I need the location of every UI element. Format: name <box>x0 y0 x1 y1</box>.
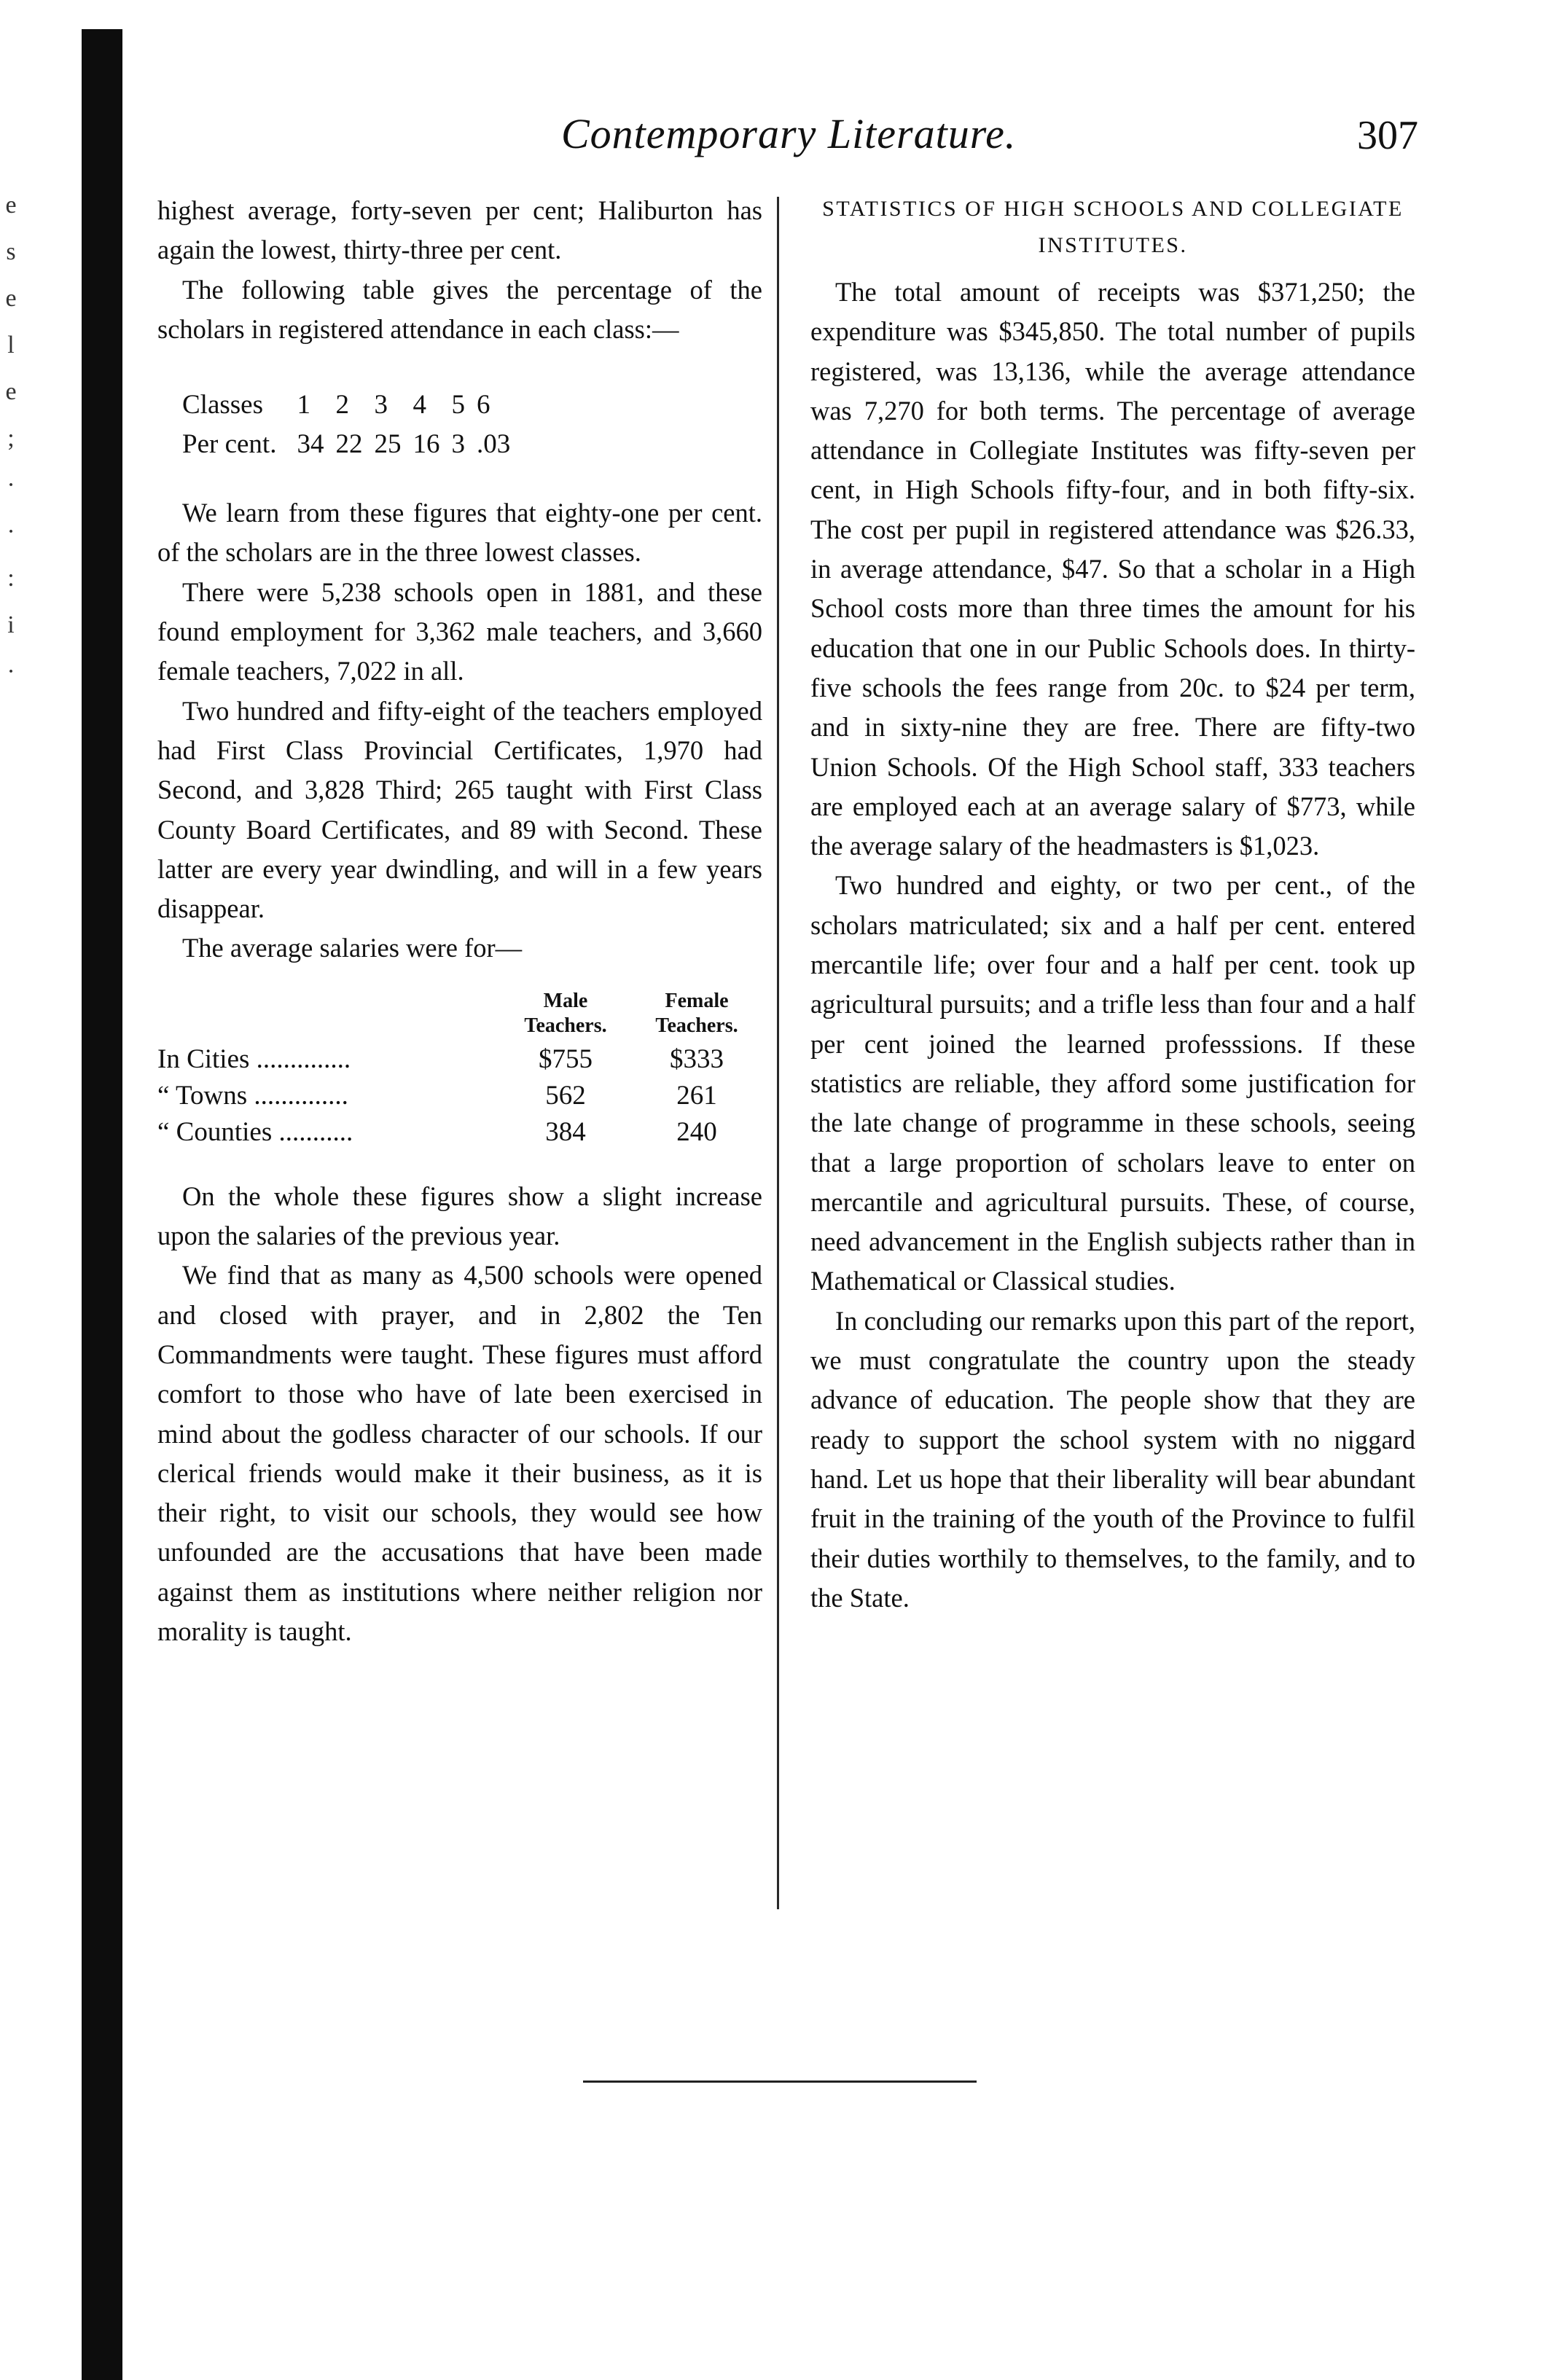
table-row <box>157 1078 762 1114</box>
margin-mark: i <box>7 611 15 638</box>
table-cell: 22 <box>335 429 363 460</box>
row-label: “ Towns .............. <box>157 1080 348 1111</box>
margin-mark: : <box>7 565 15 592</box>
table-row <box>182 425 522 464</box>
paragraph: Two hundred and fifty-eight of the teachers employed had First Class Provincial Certificates, 1,970 had Second, and 3,828 Third; 265 taught with First Class County Board Certificates, and 89 with Second. These latter are every year dwindling, and will in a few years disappear. <box>157 695 762 924</box>
table-cell: 34 <box>297 429 324 460</box>
table-cell: 3 <box>374 390 388 420</box>
section-heading: STATISTICS OF HIGH SCHOOLS AND COLLEGIATE INSTITUTES. <box>822 197 1404 257</box>
table-cell: 4 <box>413 390 426 420</box>
table-cell: 5 <box>451 390 465 420</box>
paragraph: The average salaries were for— <box>182 933 523 963</box>
paragraph: We learn from these figures that eighty-one per cent. of the scholars are in the three lowest classes. <box>157 498 762 568</box>
table-row <box>157 1114 762 1151</box>
row-label: “ Counties ........... <box>157 1116 353 1147</box>
table-row <box>157 1041 762 1078</box>
table-cell: 240 <box>676 1116 717 1147</box>
margin-mark: ; <box>7 425 15 452</box>
margin-mark: e <box>5 378 17 405</box>
margin-mark: s <box>6 238 16 265</box>
table-header-empty <box>157 989 500 1041</box>
paragraph: The following table gives the percentage of the scholars in registered attendance in each class:— <box>157 274 762 344</box>
paragraph: highest average, forty-seven per cent; Haliburton has again the lowest, thirty-three per cent. <box>157 195 762 265</box>
binding-edge <box>82 29 122 2380</box>
left-column <box>157 191 762 1651</box>
table-cell: 3 <box>451 429 465 460</box>
margin-mark: · <box>7 471 15 498</box>
table-cell: 6 <box>476 390 490 420</box>
table-cell: 16 <box>413 429 440 460</box>
paragraph: Two hundred and eighty, or two per cent., of the scholars matriculated; six and a half per cent. entered mercantile life; over four and a half per cent. took up agricultural pursuits; and a trifle less than four and a half per cent joined the learned professsions. If these statistics are reliable, they afford some justification for the late change of programme in these schools, seeing that a large proportion of scholars leave to enter on mercantile and agricultural pursuits. These, of course, need advancement in the English subjects rather than in Mathematical or Classical studies. <box>810 870 1415 1296</box>
table-cell: 1 <box>297 390 310 420</box>
row-label: Classes <box>182 390 263 420</box>
table-header-row <box>157 989 762 1041</box>
table-row <box>182 385 522 425</box>
end-rule <box>583 2080 977 2083</box>
right-column <box>810 191 1415 1618</box>
table-cell: 2 <box>335 390 349 420</box>
paragraph: On the whole these figures show a slight increase upon the salaries of the previous year. <box>157 1181 762 1251</box>
margin-mark: e <box>5 285 17 312</box>
salary-table <box>157 989 762 1151</box>
table-cell: $333 <box>670 1044 724 1074</box>
table-cell: $755 <box>539 1044 593 1074</box>
column-header-female: Female Teachers. <box>655 989 738 1037</box>
column-divider <box>777 197 779 1909</box>
table-cell: 25 <box>374 429 402 460</box>
row-label: Per cent. <box>182 429 277 460</box>
margin-marks <box>0 182 22 695</box>
table-cell: 384 <box>545 1116 586 1147</box>
page-header <box>0 109 1556 168</box>
margin-mark: e <box>5 192 17 219</box>
paragraph: We find that as many as 4,500 schools were opened and closed with prayer, and in 2,802 the Ten Commandments were taught. These figures must afford comfort to those who have of late been exercised in mind about the godless character of our schools. If our clerical friends would make it their business, as it is their right, to visit our schools, they would see how unfounded are the accusations that have been made against them as institutions where neither religion nor morality is taught. <box>157 1260 762 1647</box>
paragraph: There were 5,238 schools open in 1881, and these found employment for 3,362 male teachers, and 3,660 female teachers, 7,022 in all. <box>157 576 762 686</box>
margin-mark: · <box>7 658 15 685</box>
row-label: In Cities .............. <box>157 1044 351 1074</box>
running-title: Contemporary Literature. <box>561 110 1017 157</box>
table-cell: .03 <box>476 429 511 460</box>
margin-mark: l <box>7 332 15 359</box>
margin-mark: · <box>7 518 15 545</box>
paragraph: In concluding our remarks upon this part of the report, we must congratulate the country upon the steady advance of education. The people show that they are ready to support the school system with no niggard hand. Let us hope that their liberality will bear abundant fruit in the training of the youth of the Province to fulfil their duties worthily to themselves, to the family, and to the State. <box>810 1305 1415 1613</box>
classes-table <box>182 385 522 464</box>
column-header-male: Male Teachers. <box>524 989 607 1037</box>
table-cell: 261 <box>676 1080 717 1111</box>
paragraph: The total amount of receipts was $371,250; the expenditure was $345,850. The total number of pupils registered, was 13,136, while the average attendance was 7,270 for both terms. The percentage of average attendance in Collegiate Institutes was fifty-seven per cent, in High Schools fifty-four, and in both fifty-six. The cost per pupil in registered attendance was $26.33, in average attendance, $47. So that a scholar in a High School costs more than three times the amount for his education that one in our Public Schools does. In thirty-five schools the fees range from 20c. to $24 per term, and in sixty-nine they are free. There are fifty-two Union Schools. Of the High School staff, 333 teachers are employed each at an average salary of $773, while the average salary of the headmasters is $1,023. <box>810 277 1415 861</box>
table-cell: 562 <box>545 1080 586 1111</box>
page-number: 307 <box>1357 113 1418 158</box>
